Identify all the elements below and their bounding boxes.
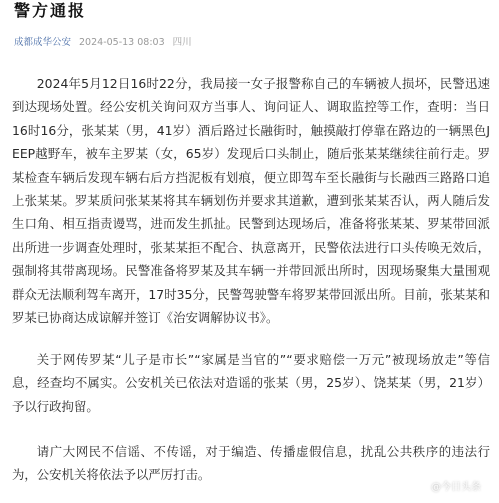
notice-body [12,72,490,483]
paragraph-rumor: 关于网传罗某“儿子是市长”“家属是当官的”“要求赔偿一万元”被现场放走”等信息，经查均不属实。公安机关已依法对造谣的张某（男，25岁）、饶某某（男，21岁）予以行政拘留。 [12,352,490,414]
author-name[interactable]: 成都成华公安 [14,37,72,48]
source-watermark: @今日头条 [431,482,481,493]
post-meta [14,34,192,48]
paragraph-incident: 2024年5月12日16时22分，我局接一女子报警称自己的车辆被人损坏，民警迅速到达现场处置。经公安机关询问双方当事人、询问证人、调取监控等工作，查明：当日16时16分，张某某（男，41岁）酒后路过长融街时，触摸敲打停靠在路边的一辆黑色JEEP越野车，被车主罗某（女，65岁）发现后口头制止，随后张某某继续往前行走。罗某检查车辆后发现车辆右后方挡泥板有划痕，便立即驾车至长融街与长融西三路路口追上张某某。罗某质问张某某将其车辆划伤并要求其道歉，遭到张某某否认，两人随后发生口角、相互指责谩骂，进而发生抓扯。民警到达现场后，准备将张某某、罗某带回派出所进一步调查处理时，张某某拒不配合、执意离开，民警依法进行口头传唤无效后，强制将其带离现场。民警准备将罗某及其车辆一并带回派出所时，因现场聚集大量围观群众无法顺利驾车离开，17时35分，民警驾驶警车将罗某带回派出所。目前，张某某和罗某已协商达成谅解并签订《治安调解协议书》。 [12,76,490,326]
post-date: 2024-05-13 08:03 [79,37,165,48]
post-location: 四川 [172,37,192,48]
page-title: 警方通报 [14,1,87,20]
paragraph-warning: 请广大网民不信谣、不传谣，对于编造、传播虚假信息，扰乱公共秩序的违法行为，公安机关将依法予以严厉打击。 [12,444,490,483]
